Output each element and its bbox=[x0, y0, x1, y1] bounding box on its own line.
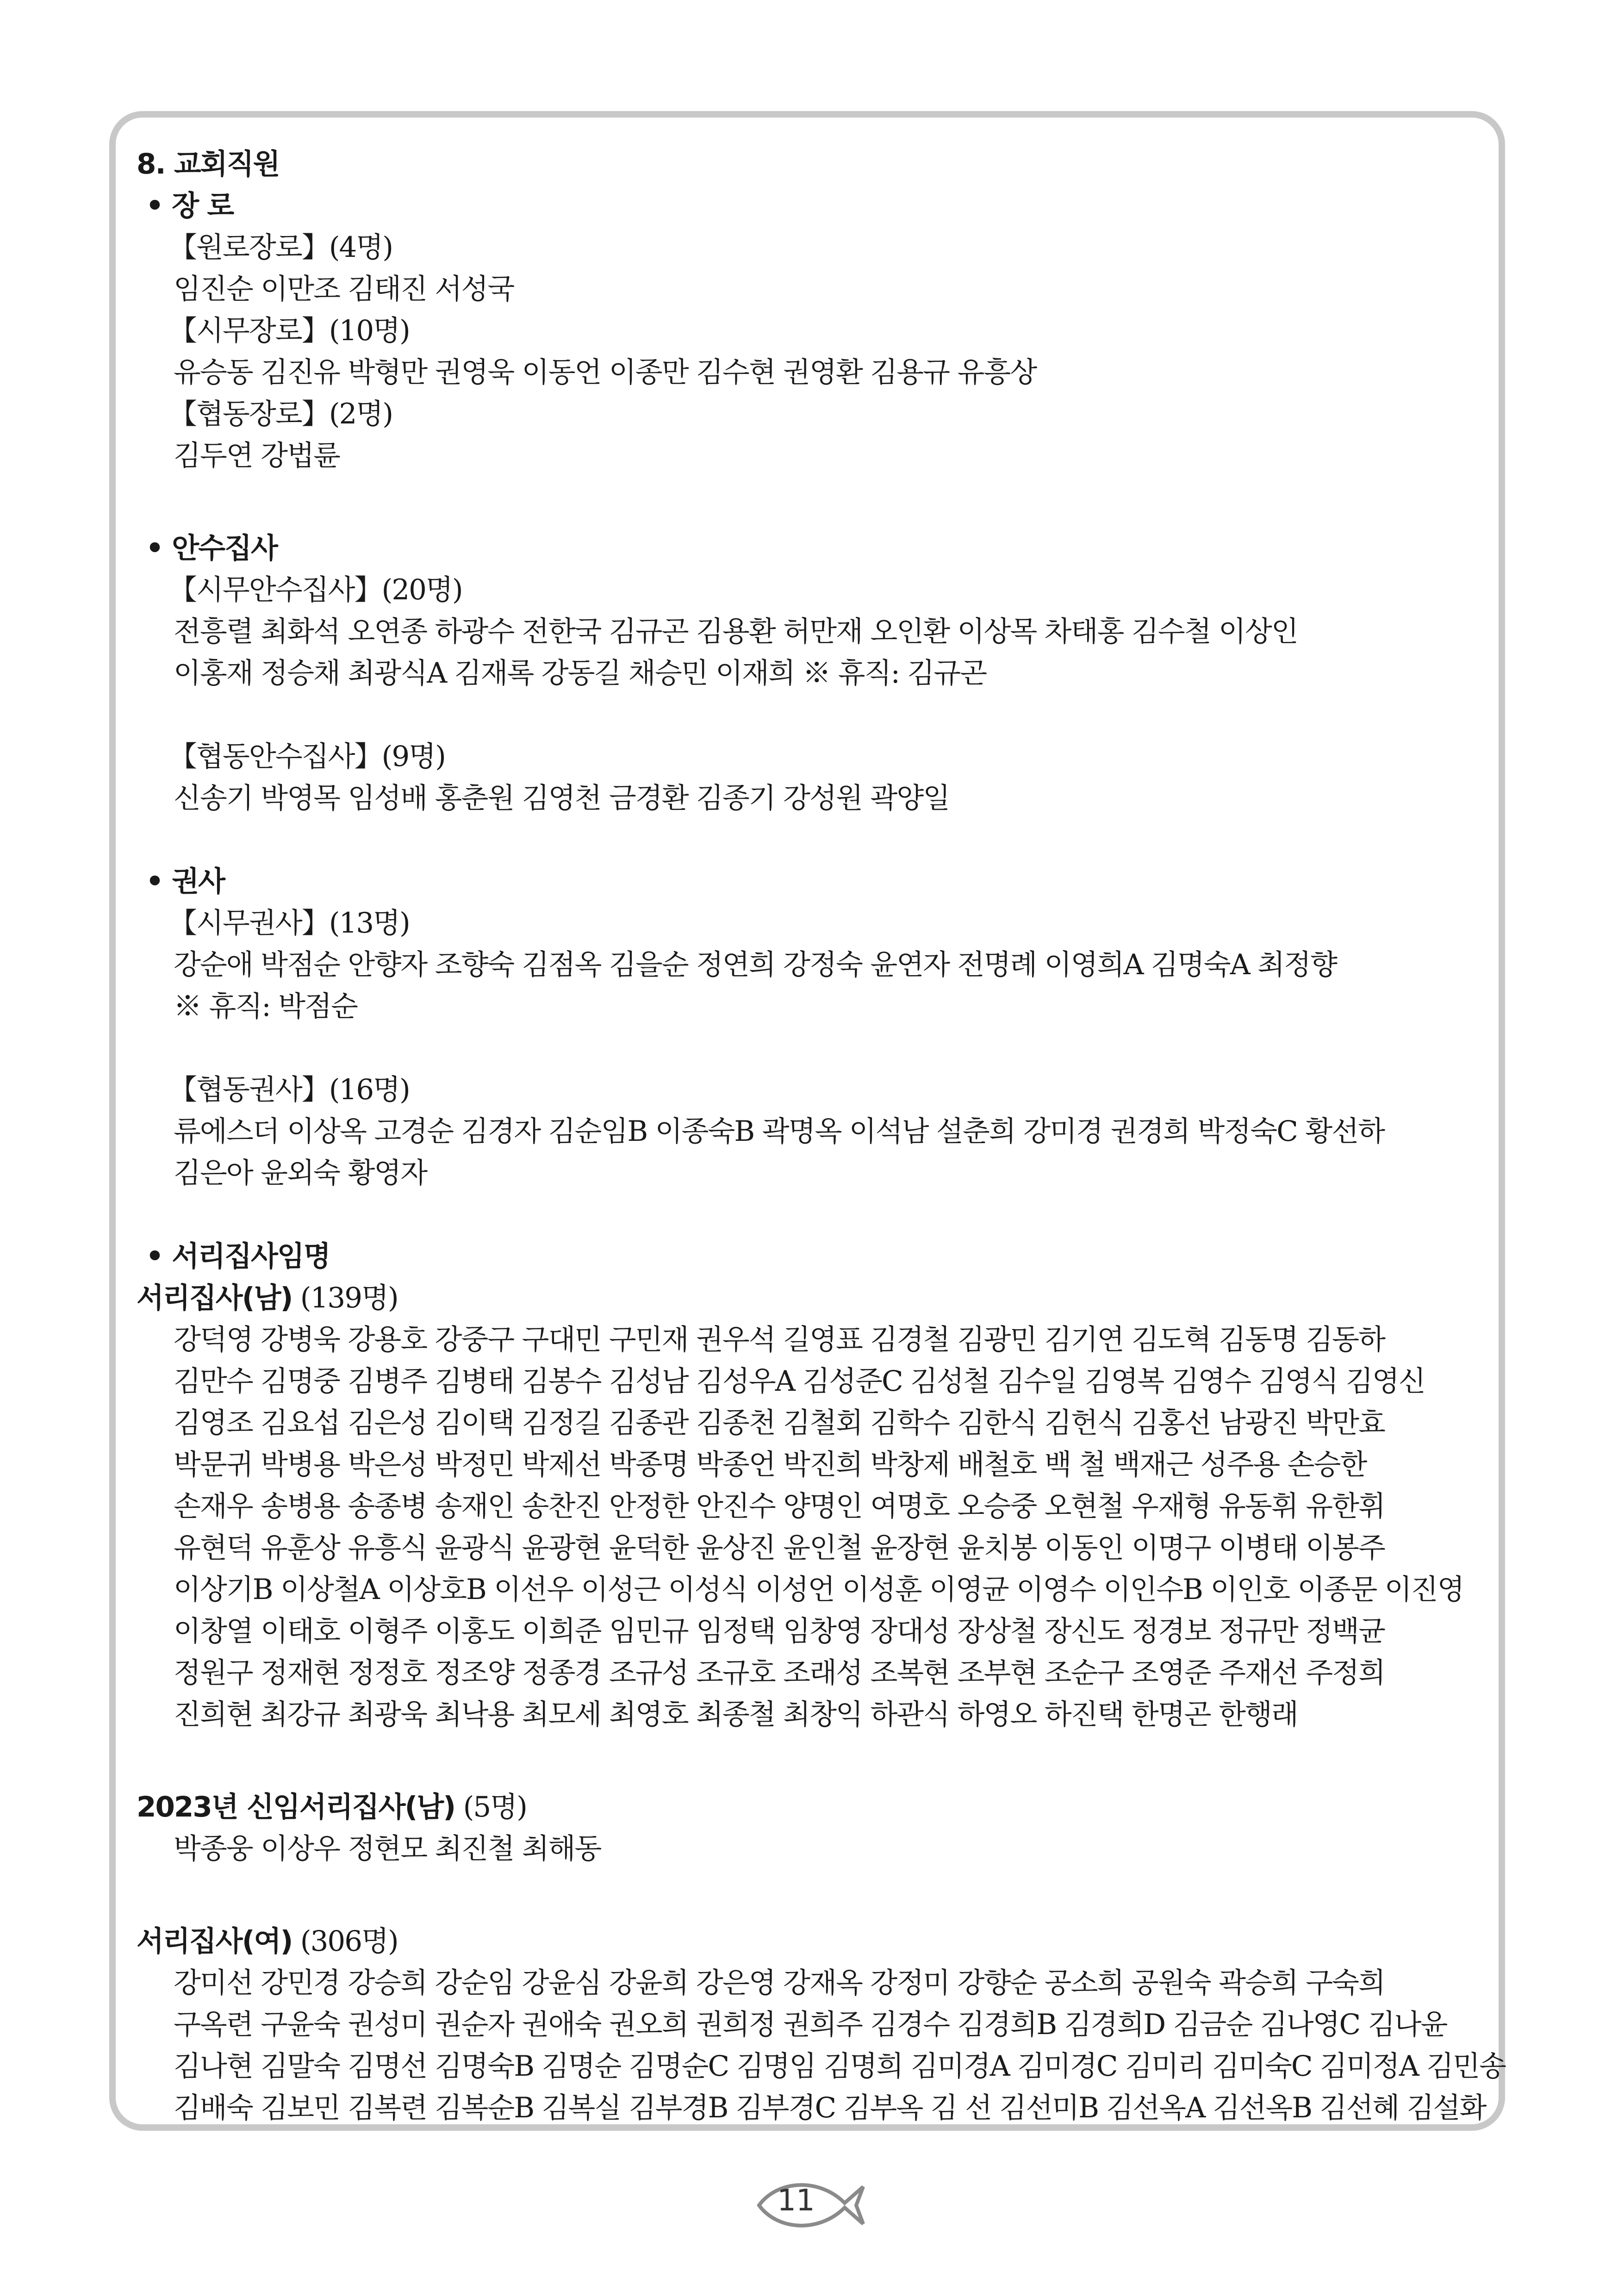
names-line: 강미선 강민경 강승희 강순임 강윤심 강윤희 강은영 강재옥 강정미 강향순 공소희 공원숙 곽승희 구숙희 bbox=[174, 1966, 1385, 1999]
section-title: 8. 교회직원 bbox=[137, 148, 280, 180]
new-male-deacons-label bbox=[137, 1786, 527, 1828]
group-label: 【원로장로】(4명) bbox=[169, 231, 393, 264]
names-line: 김만수 김명중 김병주 김병태 김봉수 김성남 김성우A 김성준C 김성철 김수일 김영복 김영수 김영식 김영신 bbox=[174, 1365, 1425, 1398]
names-line: 박문귀 박병용 박은성 박정민 박제선 박종명 박종언 박진희 박창제 배철호 백 철 백재근 성주용 손승한 bbox=[174, 1448, 1367, 1481]
names-line: 정원구 정재현 정정호 정조양 정종경 조규성 조규호 조래성 조복현 조부현 조순구 조영준 주재선 주정희 bbox=[174, 1656, 1385, 1689]
group-label: 【협동안수집사】(9명) bbox=[169, 740, 445, 773]
names-line: 김배숙 김보민 김복련 김복순B 김복실 김부경B 김부경C 김부옥 김 선 김선미B 김선옥A 김선옥B 김선혜 김설화 bbox=[174, 2091, 1486, 2124]
names-line: 유승동 김진유 박형만 권영욱 이동언 이종만 김수현 권영환 김용규 유흥상 bbox=[174, 356, 1037, 389]
female-deacons-label bbox=[137, 1921, 398, 1962]
count-text: (5명) bbox=[463, 1791, 527, 1823]
group-label: 【시무권사】(13명) bbox=[169, 907, 410, 940]
names-line: 유현덕 유훈상 유흥식 윤광식 윤광현 윤덕한 윤상진 윤인철 윤장현 윤치봉 이동인 이명구 이병태 이봉주 bbox=[174, 1531, 1385, 1564]
group-label: 【시무안수집사】(20명) bbox=[169, 573, 462, 606]
names-line: 이홍재 정승채 최광식A 김재록 강동길 채승민 이재희 ※ 휴직: 김규곤 bbox=[174, 657, 987, 690]
group-label: 【시무장로】(10명) bbox=[169, 314, 410, 347]
label-text: 2023년 신임서리집사(남) bbox=[137, 1791, 455, 1823]
label-text: 서리집사(여) bbox=[137, 1925, 292, 1958]
acting-deacons-heading: • 서리집사임명 bbox=[146, 1240, 330, 1273]
names-line: 신송기 박영목 임성배 홍춘원 김영천 금경환 김종기 강성원 곽양일 bbox=[174, 782, 950, 815]
page-number: 11 bbox=[777, 2184, 815, 2218]
names-line: 이상기B 이상철A 이상호B 이선우 이성근 이성식 이성언 이성훈 이영균 이영수 이인수B 이인호 이종문 이진영 bbox=[174, 1573, 1464, 1606]
page-number-badge bbox=[754, 2171, 865, 2240]
exhorters-heading: • 권사 bbox=[146, 865, 225, 898]
names-line: 전흥렬 최화석 오연종 하광수 전한국 김규곤 김용환 허만재 오인환 이상목 차태홍 김수철 이상인 bbox=[174, 615, 1298, 648]
names-line: 김은아 윤외숙 황영자 bbox=[174, 1157, 427, 1189]
names-line: 이창열 이태호 이형주 이홍도 이희준 임민규 임정택 임창영 장대성 장상철 장신도 정경보 정규만 정백균 bbox=[174, 1615, 1385, 1648]
names-line: 진희현 최강규 최광욱 최낙용 최모세 최영호 최종철 최창익 하관식 하영오 하진택 한명곤 한행래 bbox=[174, 1698, 1298, 1731]
names-line: 강순애 박점순 안향자 조향숙 김점옥 김을순 정연희 강정숙 윤연자 전명례 이영희A 김명숙A 최정향 bbox=[174, 948, 1337, 981]
names-line: 김영조 김요섭 김은성 김이택 김정길 김종관 김종천 김철회 김학수 김한식 김헌식 김홍선 남광진 박만효 bbox=[174, 1406, 1385, 1439]
count-text: (306명) bbox=[300, 1925, 398, 1958]
names-line: ※ 휴직: 박점순 bbox=[174, 990, 357, 1023]
names-line: 임진순 이만조 김태진 서성국 bbox=[174, 273, 514, 305]
names-line: 김두연 강법륜 bbox=[174, 439, 340, 472]
group-label: 【협동장로】(2명) bbox=[169, 398, 393, 430]
anointed-deacons-heading: • 안수집사 bbox=[146, 532, 277, 565]
names-line: 강덕영 강병욱 강용호 강중구 구대민 구민재 권우석 길영표 김경철 김광민 김기연 김도혁 김동명 김동하 bbox=[174, 1323, 1385, 1356]
names-line: 박종웅 이상우 정현모 최진철 최해동 bbox=[174, 1832, 601, 1865]
elders-heading: • 장 로 bbox=[146, 189, 234, 222]
names-line: 손재우 송병용 송종병 송재인 송찬진 안정한 안진수 양명인 여명호 오승중 오현철 우재형 유동휘 유한휘 bbox=[174, 1490, 1385, 1523]
male-deacons-label bbox=[137, 1277, 398, 1319]
names-line: 류에스더 이상옥 고경순 김경자 김순임B 이종숙B 곽명옥 이석남 설춘희 강미경 권경희 박정숙C 황선하 bbox=[174, 1115, 1385, 1148]
names-line: 구옥련 구윤숙 권성미 권순자 권애숙 권오희 권희정 권희주 김경수 김경희B 김경희D 김금순 김나영C 김나윤 bbox=[174, 2008, 1447, 2041]
group-label: 【협동권사】(16명) bbox=[169, 1073, 410, 1106]
count-text: (139명) bbox=[300, 1282, 398, 1314]
label-text: 서리집사(남) bbox=[137, 1282, 292, 1314]
names-line: 김나현 김말숙 김명선 김명숙B 김명순 김명순C 김명임 김명희 김미경A 김미경C 김미리 김미숙C 김미정A 김민송 bbox=[174, 2050, 1506, 2083]
